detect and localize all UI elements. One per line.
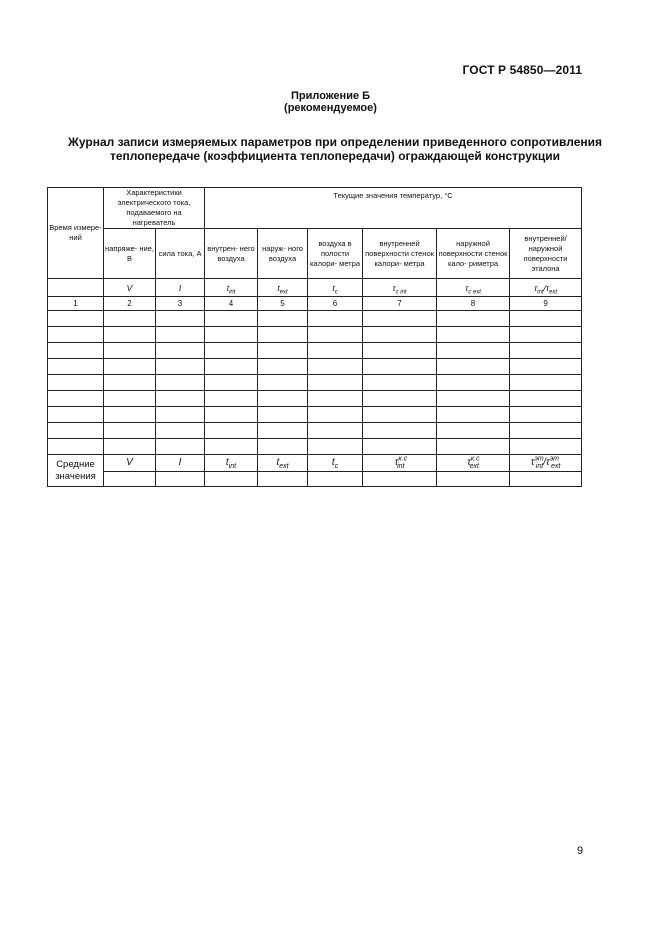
appendix-title: Приложение Б xyxy=(290,90,371,102)
header-inner-air: внутрен- него воздуха xyxy=(205,229,258,279)
journal-title xyxy=(40,135,630,163)
average-label: Средние значения xyxy=(48,455,104,487)
symbol-t-int: $t_{int}$ xyxy=(205,279,258,297)
measurement-log-table xyxy=(47,187,582,487)
appendix-heading xyxy=(0,90,661,114)
table-row xyxy=(48,423,582,439)
document-code: ГОСТ Р 54850—2011 xyxy=(462,63,582,77)
table-row xyxy=(48,391,582,407)
journal-title-line-1: Журнал записи измеряемых параметров при определении приведенного сопротивления xyxy=(68,135,602,149)
header-cavity-air: воздуха в полости калори- метра xyxy=(308,229,363,279)
header-time: Время измере- ний xyxy=(48,188,104,279)
table-row xyxy=(48,439,582,455)
avg-current: I xyxy=(156,455,205,472)
table-row xyxy=(48,327,582,343)
table-row xyxy=(48,359,582,375)
header-outer-air: наруж- ного воздуха xyxy=(258,229,308,279)
header-current: сила тока, А xyxy=(156,229,205,279)
header-reference: внутренней/ наружной поверхности эталона xyxy=(510,229,582,279)
header-outer-surface: наружной поверхности стенок кало- риметра xyxy=(437,229,510,279)
header-temperature-group: Текущие значения температур, °С xyxy=(205,188,582,229)
avg-tau-int-kc: $\tau^{к.с}_{int}$ xyxy=(363,455,437,472)
symbol-t-ext: $t_{ext}$ xyxy=(258,279,308,297)
symbol-tau-c-int: $\tau_{c int}$ xyxy=(363,279,437,297)
avg-t-int: $t_{int}$ xyxy=(205,455,258,472)
symbol-empty xyxy=(48,279,104,297)
symbol-voltage: V xyxy=(104,279,156,297)
table-row xyxy=(48,472,582,487)
avg-voltage: V xyxy=(104,455,156,472)
avg-t-c: $t_c$ xyxy=(308,455,363,472)
avg-tau-ext-kc: $\tau^{к.с}_{ext}$ xyxy=(437,455,510,472)
column-number: 2 xyxy=(104,297,156,311)
appendix-status: (рекомендуемое) xyxy=(284,102,377,114)
table-row xyxy=(48,311,582,327)
symbol-current: I xyxy=(156,279,205,297)
symbol-tau-reference: $\tau_{int}/\tau_{ext}$ xyxy=(510,279,582,297)
column-number: 8 xyxy=(437,297,510,311)
avg-tau-reference-et: $\tau^{эт}_{int}/\tau^{эт}_{ext}$ xyxy=(510,455,582,472)
column-number: 9 xyxy=(510,297,582,311)
table-row xyxy=(48,407,582,423)
symbol-t-c: $t_c$ xyxy=(308,279,363,297)
column-number: 6 xyxy=(308,297,363,311)
table-row xyxy=(48,343,582,359)
header-voltage: напряже- ние, В xyxy=(104,229,156,279)
column-number: 7 xyxy=(363,297,437,311)
column-number: 3 xyxy=(156,297,205,311)
column-number: 4 xyxy=(205,297,258,311)
symbol-tau-c-ext: $\tau_{c ext}$ xyxy=(437,279,510,297)
header-inner-surface: внутренней поверхности стенок калори- метра xyxy=(363,229,437,279)
avg-t-ext: $t_{ext}$ xyxy=(258,455,308,472)
journal-title-line-2: теплопередаче (коэффициента теплопередачи) ограждающей конструкции xyxy=(109,149,561,163)
header-electric-group: Характеристики электрического тока, подаваемого на нагреватель xyxy=(104,188,205,229)
column-number: 1 xyxy=(48,297,104,311)
table-row xyxy=(48,375,582,391)
page-number: 9 xyxy=(577,845,584,857)
column-number: 5 xyxy=(258,297,308,311)
